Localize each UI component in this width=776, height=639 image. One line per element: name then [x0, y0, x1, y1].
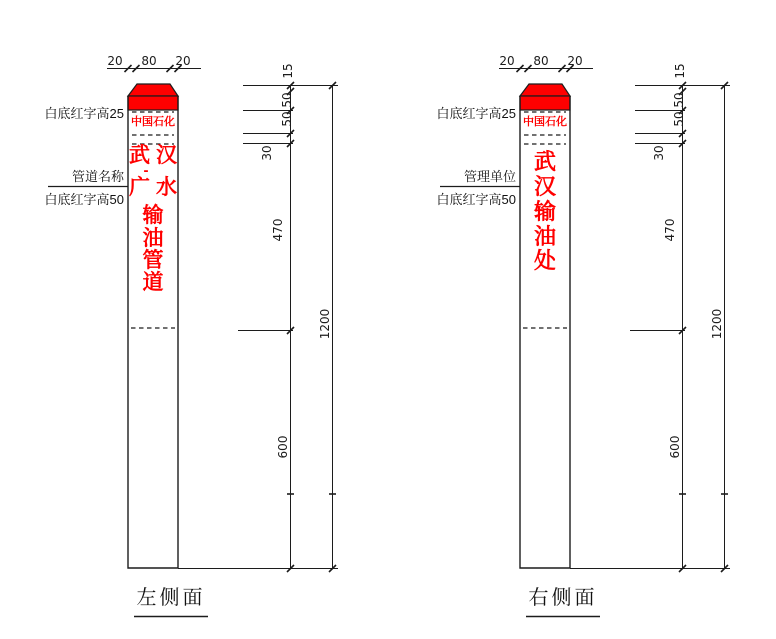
post-name-char: 输	[533, 199, 556, 224]
post-name-char: 广	[129, 176, 150, 199]
post-name-char: 处	[533, 248, 556, 273]
post-name-char: 油	[142, 227, 164, 250]
dim-label-1200: 1200	[710, 308, 724, 340]
dim-label-600: 600	[276, 435, 290, 459]
post-cap	[128, 84, 178, 96]
post-name-dash: -	[143, 162, 149, 179]
post-name-char: 水	[156, 176, 177, 199]
dim-label-20-left: 20	[499, 54, 515, 68]
dim-label-1200: 1200	[318, 308, 332, 340]
post-cap-band	[520, 96, 570, 110]
post-cap	[520, 84, 570, 96]
dim-label-20-right: 20	[567, 54, 583, 68]
post-name-char: 道	[142, 271, 164, 294]
dim-label-600: 600	[668, 435, 682, 459]
brand-text-sinopec: 中国石化	[523, 116, 567, 128]
post-name-char: 汉	[533, 174, 556, 199]
dim-label-470: 470	[271, 218, 285, 242]
post-name-char: 武	[533, 149, 556, 174]
dim-label-470: 470	[663, 218, 677, 242]
dim-label-15: 15	[281, 63, 295, 79]
view-caption-right: 右侧面	[528, 587, 598, 609]
pointer-label: 管理单位	[463, 169, 516, 184]
dim-label-20-left: 20	[107, 54, 123, 68]
dim-label-80: 80	[141, 54, 157, 68]
post-name-char: 管	[142, 249, 164, 272]
post-cap-band	[128, 96, 178, 110]
post-name-char: 武	[129, 144, 150, 167]
dim-label-30: 30	[652, 145, 666, 161]
view-right-side	[392, 0, 776, 639]
brand-text-sinopec: 中国石化	[131, 116, 175, 128]
dim-label-20-right: 20	[175, 54, 191, 68]
post-name-row1	[128, 145, 178, 167]
note-white-bg-red-text-25: 白底红字高25	[44, 106, 124, 121]
dim-label-30: 30	[260, 145, 274, 161]
post-name-char: 汉	[156, 144, 177, 167]
post-name-char: 输	[142, 204, 164, 227]
dim-label-80: 80	[533, 54, 549, 68]
note-white-bg-red-text-50: 白底红字高50	[436, 192, 516, 207]
dim-label-50-upper: 50	[280, 92, 294, 108]
note-white-bg-red-text-25: 白底红字高25	[436, 106, 516, 121]
post-name-char: 油	[533, 224, 556, 249]
dim-label-15: 15	[673, 63, 687, 79]
dim-label-50-lower: 50	[672, 111, 686, 127]
height-dimension-lines	[178, 82, 338, 572]
pointer-label: 管道名称	[71, 169, 124, 184]
post-name-row2	[128, 177, 178, 199]
note-white-bg-red-text-50: 白底红字高50	[44, 192, 124, 207]
view-caption-left: 左侧面	[136, 587, 206, 609]
dim-label-50-upper: 50	[672, 92, 686, 108]
height-dimension-lines	[570, 82, 730, 572]
dim-label-50-lower: 50	[280, 111, 294, 127]
